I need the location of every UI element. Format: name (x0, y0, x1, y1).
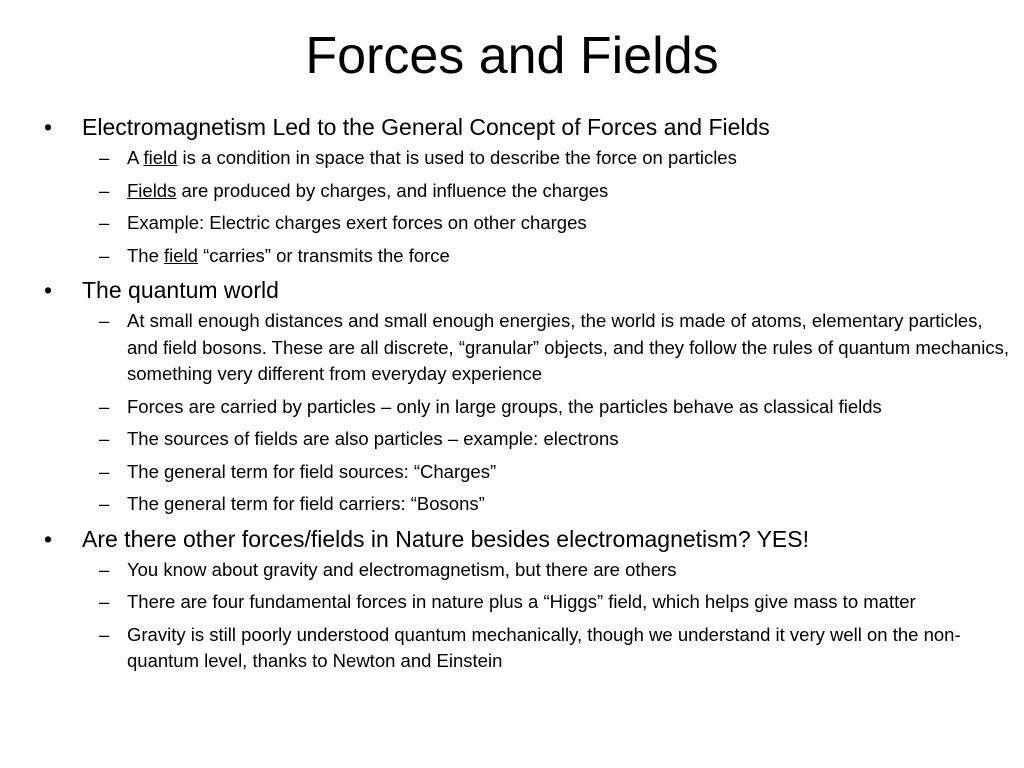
sub-bullet-text: The general term for field sources: “Charges” (127, 460, 497, 482)
dash-marker: – (99, 212, 110, 233)
sub-bullet-text: are produced by charges, and influence the charges (176, 179, 609, 201)
sub-bullet-item (82, 491, 1014, 518)
dash-marker: – (99, 558, 110, 580)
sub-bullet-item (82, 426, 1014, 453)
bullet-list (40, 112, 1014, 681)
sub-bullet-item (82, 243, 1014, 270)
sub-bullet-item (82, 557, 1014, 584)
bullet-marker: • (44, 277, 53, 303)
sub-bullet-item (82, 459, 1014, 486)
underlined-term: field (164, 244, 198, 266)
sub-bullet-text: At small enough distances and small enough energies, the world is made of atoms, elementary particles, and field bosons. These are all discrete, “granular” objects, and they follow the rules of quantum mechanics, something very different from everyday experience (127, 310, 1009, 384)
dash-marker: – (99, 147, 110, 168)
sub-bullet-list (82, 308, 1014, 518)
dash-marker: – (99, 591, 110, 612)
sub-bullet-text: Gravity is still poorly understood quantum mechanically, though we understand it very well on the non-quantum level, thanks to Newton and Einstein (127, 623, 961, 671)
sub-bullet-list (82, 557, 1014, 675)
sub-bullet-text: A (127, 147, 144, 168)
sub-bullet-text: Example: Electric charges exert forces on other charges (127, 212, 587, 233)
dash-marker: – (99, 623, 110, 645)
underlined-term: field (143, 147, 178, 168)
dash-marker: – (99, 244, 110, 266)
sub-bullet-text: The (127, 244, 165, 266)
sub-bullet-text: is a condition in space that is used to describe the force on particles (177, 147, 737, 168)
sub-bullet-item (82, 589, 1014, 616)
dash-marker: – (99, 428, 110, 449)
slide-title: Forces and Fields (305, 27, 719, 85)
underlined-term: Fields (127, 179, 177, 201)
bullet-item (40, 524, 1014, 675)
dash-marker: – (99, 179, 110, 201)
dash-marker: – (99, 493, 110, 514)
dash-marker: – (99, 395, 110, 417)
bullet-item (40, 112, 1014, 269)
bullet-text: Are there other forces/fields in Nature besides electromagnetism? YES! (82, 525, 809, 552)
bullet-text: Electromagnetism Led to the General Concept of Forces and Fields (82, 114, 770, 140)
sub-bullet-text: You know about gravity and electromagnetism, but there are others (127, 558, 677, 580)
bullet-text: The quantum world (82, 277, 279, 303)
sub-bullet-item (82, 308, 1014, 388)
bullet-item (40, 275, 1014, 518)
sub-bullet-item (82, 394, 1014, 421)
dash-marker: – (99, 460, 110, 482)
sub-bullet-list (82, 145, 1014, 269)
dash-marker: – (99, 310, 110, 331)
sub-bullet-item (82, 178, 1014, 205)
sub-bullet-item (82, 210, 1014, 237)
bullet-marker: • (44, 525, 53, 552)
sub-bullet-text: There are four fundamental forces in nature plus a “Higgs” field, which helps give mass to matter (127, 591, 916, 612)
sub-bullet-text: The sources of fields are also particles – example: electrons (127, 428, 619, 449)
sub-bullet-item (82, 622, 1014, 675)
sub-bullet-text: “carries” or transmits the force (197, 244, 450, 266)
sub-bullet-item (82, 145, 1014, 172)
bullet-marker: • (44, 114, 53, 140)
sub-bullet-text: The general term for field carriers: “Bosons” (127, 493, 485, 514)
sub-bullet-text: Forces are carried by particles – only in large groups, the particles behave as classical fields (127, 395, 882, 417)
